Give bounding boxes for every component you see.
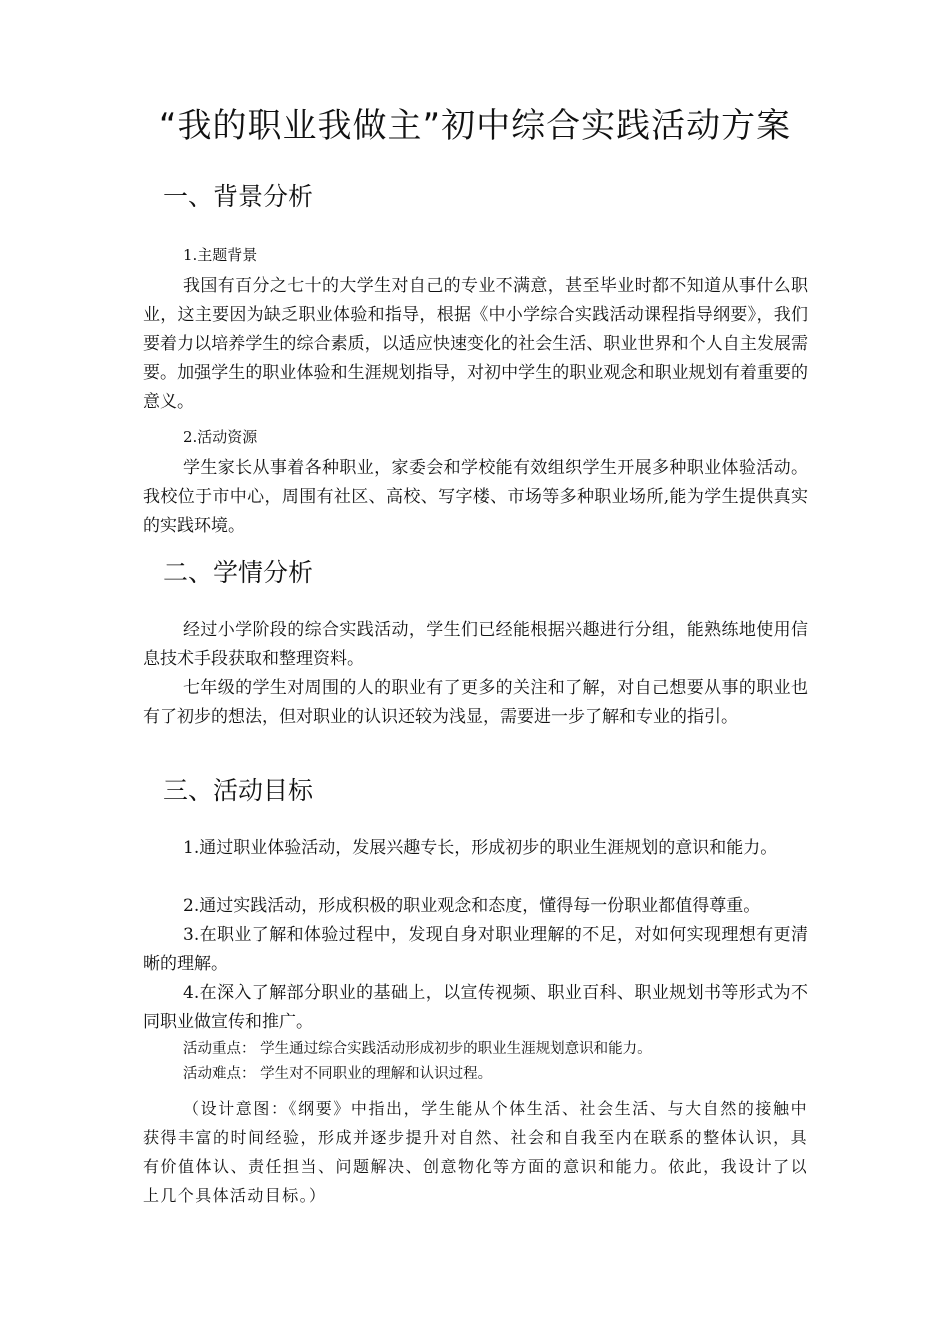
subheading-activity-resources: 2.活动资源 (183, 428, 258, 446)
goal-item-4: 4.在深入了解部分职业的基础上，以宣传视频、职业百科、职业规划书等形式为不同职业做宣传和推广。 (143, 983, 808, 1032)
difficult-point-line: 活动难点： 学生对不同职业的理解和认识过程。 (183, 1066, 493, 1082)
section-heading-student-analysis: 二、学情分析 (163, 558, 314, 587)
key-point-line: 活动重点： 学生通过综合实践活动形成初步的职业生涯规划意识和能力。 (183, 1041, 652, 1057)
paragraph-activity-resources: 学生家长从事着各种职业，家委会和学校能有效组织学生开展多种职业体验活动。我校位于市中心，周围有社区、高校、写字楼、市场等多种职业场所,能为学生提供真实的实践环境。 (143, 458, 808, 536)
paragraph-theme-background: 我国有百分之七十的大学生对自己的专业不满意，甚至毕业时都不知道从事什么职业，这主要因为缺乏职业体验和指导，根据《中小学综合实践活动课程指导纲要》，我们要着力以培养学生的综合素质，以适应快速变化的社会生活、职业世界和个人自主发展需要。加强学生的职业体验和生涯规划指导，对初中学生的职业观念和职业规划有着重要的意义。 (143, 276, 808, 412)
document-title: “我的职业我做主”初中综合实践活动方案 (158, 106, 792, 146)
section-heading-activity-goals: 三、活动目标 (163, 776, 314, 805)
design-intent-paragraph: （设计意图：《纲要》中指出，学生能从个体生活、社会生活、与大自然的接触中获得丰富的时间经验，形成并逐步提升对自然、社会和自我至内在联系的整体认识，具有价值体认、责任担当、问题解决、创意物化等方面的意识和能力。依此，我设计了以上几个具体活动目标。） (143, 1099, 808, 1205)
section-heading-background: 一、背景分析 (163, 182, 314, 211)
subheading-theme-background: 1.主题背景 (183, 246, 258, 264)
goal-item-2: 2.通过实践活动，形成积极的职业观念和态度，懂得每一份职业都值得尊重。 (183, 896, 761, 916)
paragraph-student-analysis-1: 经过小学阶段的综合实践活动，学生们已经能根据兴趣进行分组，能熟练地使用信息技术手段获取和整理资料。 (143, 620, 808, 669)
paragraph-student-analysis-2: 七年级的学生对周围的人的职业有了更多的关注和了解，对自己想要从事的职业也有了初步的想法，但对职业的认识还较为浅显，需要进一步了解和专业的指引。 (143, 678, 808, 727)
goal-item-3: 3.在职业了解和体验过程中，发现自身对职业理解的不足，对如何实现理想有更清晰的理解。 (143, 925, 808, 974)
goal-item-1: 1.通过职业体验活动，发展兴趣专长，形成初步的职业生涯规划的意识和能力。 (183, 838, 778, 858)
